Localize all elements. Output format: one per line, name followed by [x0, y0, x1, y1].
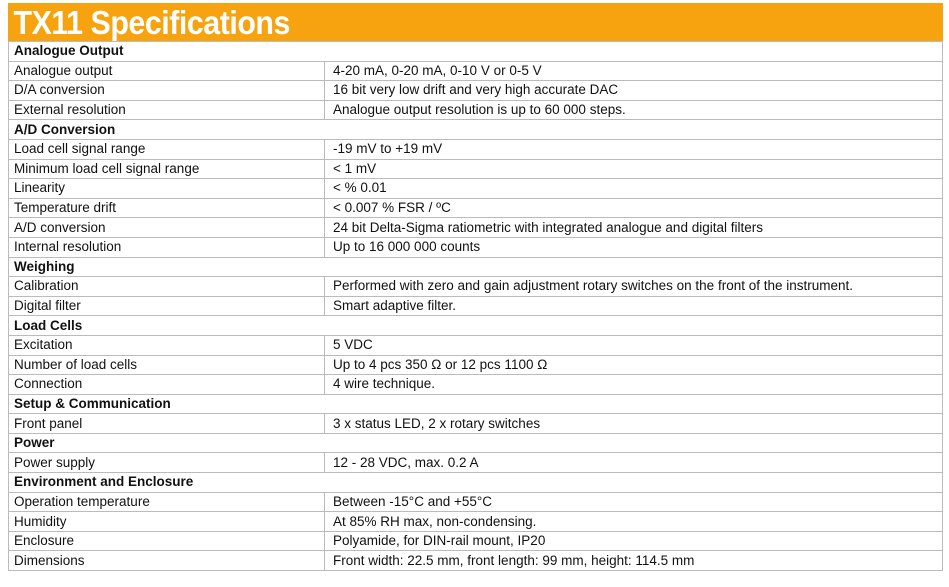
spec-row — [9, 198, 943, 218]
spec-label: Internal resolution — [9, 237, 325, 257]
spec-label: Dimensions — [9, 551, 325, 571]
section-header — [9, 120, 943, 140]
spec-row — [9, 531, 943, 551]
section-header — [9, 42, 943, 62]
section-title: Load Cells — [9, 316, 943, 336]
spec-row — [9, 179, 943, 199]
spec-value: 16 bit very low drift and very high accurate DAC — [325, 81, 943, 101]
spec-row — [9, 335, 943, 355]
section-header — [9, 316, 943, 336]
spec-value: Front width: 22.5 mm, front length: 99 mm, height: 114.5 mm — [325, 551, 943, 571]
spec-label: Analogue output — [9, 61, 325, 81]
section-title: Setup & Communication — [9, 394, 943, 414]
section-header — [9, 394, 943, 414]
spec-value: Smart adaptive filter. — [325, 296, 943, 316]
spec-label: Number of load cells — [9, 355, 325, 375]
spec-label: Temperature drift — [9, 198, 325, 218]
spec-label: A/D conversion — [9, 218, 325, 238]
spec-label: Front panel — [9, 414, 325, 434]
spec-sheet — [8, 3, 943, 571]
section-title: Weighing — [9, 257, 943, 277]
spec-label: Digital filter — [9, 296, 325, 316]
spec-label: Power supply — [9, 453, 325, 473]
spec-value: < 0.007 % FSR / ºC — [325, 198, 943, 218]
spec-label: D/A conversion — [9, 81, 325, 101]
spec-value: 4 wire technique. — [325, 375, 943, 395]
spec-value: Performed with zero and gain adjustment rotary switches on the front of the instrument. — [325, 277, 943, 297]
spec-row — [9, 61, 943, 81]
spec-row — [9, 453, 943, 473]
spec-value: Polyamide, for DIN-rail mount, IP20 — [325, 531, 943, 551]
spec-label: Operation temperature — [9, 492, 325, 512]
section-header — [9, 433, 943, 453]
spec-row — [9, 81, 943, 101]
spec-value: 5 VDC — [325, 335, 943, 355]
section-title: A/D Conversion — [9, 120, 943, 140]
spec-label: Connection — [9, 375, 325, 395]
spec-row — [9, 492, 943, 512]
spec-value: < % 0.01 — [325, 179, 943, 199]
spec-value: Between -15°C and +55°C — [325, 492, 943, 512]
spec-row — [9, 375, 943, 395]
spec-value: 24 bit Delta-Sigma ratiometric with integrated analogue and digital filters — [325, 218, 943, 238]
spec-label: Excitation — [9, 335, 325, 355]
section-title: Power — [9, 433, 943, 453]
spec-row — [9, 414, 943, 434]
title-bar — [8, 3, 943, 41]
spec-value: -19 mV to +19 mV — [325, 139, 943, 159]
spec-row — [9, 512, 943, 532]
page-title: TX11 Specifications — [8, 3, 943, 41]
spec-value: Up to 4 pcs 350 Ω or 12 pcs 1100 Ω — [325, 355, 943, 375]
section-title: Analogue Output — [9, 42, 943, 62]
spec-row — [9, 355, 943, 375]
spec-label: Load cell signal range — [9, 139, 325, 159]
spec-row — [9, 159, 943, 179]
section-header — [9, 473, 943, 493]
spec-label: Linearity — [9, 179, 325, 199]
spec-value: 4-20 mA, 0-20 mA, 0-10 V or 0-5 V — [325, 61, 943, 81]
spec-value: At 85% RH max, non-condensing. — [325, 512, 943, 532]
spec-value: < 1 mV — [325, 159, 943, 179]
spec-label: Humidity — [9, 512, 325, 532]
spec-row — [9, 237, 943, 257]
spec-row — [9, 139, 943, 159]
spec-value: 12 - 28 VDC, max. 0.2 A — [325, 453, 943, 473]
spec-row — [9, 551, 943, 571]
spec-row — [9, 277, 943, 297]
spec-table — [8, 41, 943, 571]
spec-row — [9, 100, 943, 120]
spec-row — [9, 218, 943, 238]
spec-label: External resolution — [9, 100, 325, 120]
spec-label: Calibration — [9, 277, 325, 297]
spec-label: Minimum load cell signal range — [9, 159, 325, 179]
section-title: Environment and Enclosure — [9, 473, 943, 493]
spec-value: Analogue output resolution is up to 60 000 steps. — [325, 100, 943, 120]
spec-label: Enclosure — [9, 531, 325, 551]
spec-value: Up to 16 000 000 counts — [325, 237, 943, 257]
spec-value: 3 x status LED, 2 x rotary switches — [325, 414, 943, 434]
section-header — [9, 257, 943, 277]
spec-row — [9, 296, 943, 316]
